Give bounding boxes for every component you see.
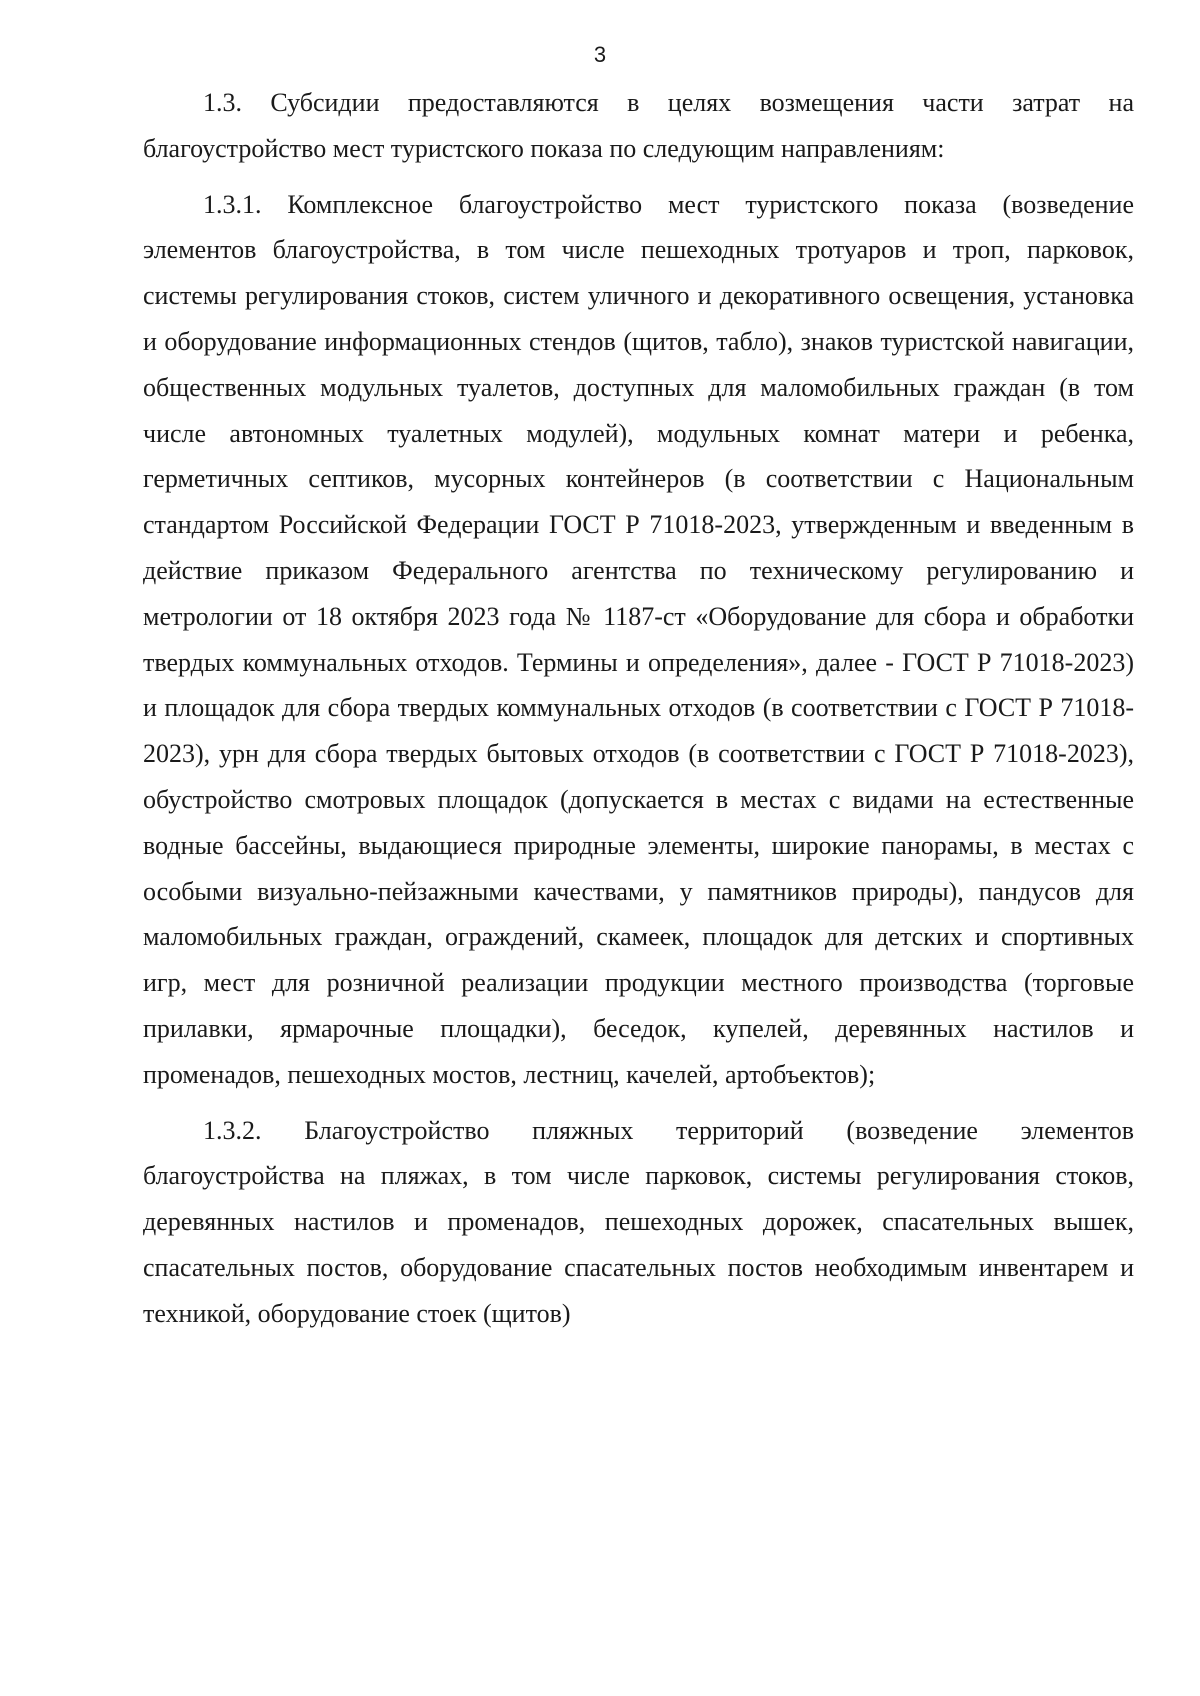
paragraph-1-3: 1.3. Субсидии предоставляются в целях возмещения части затрат на благоустройство мест туристского показа по следующим направлениям: (143, 88, 1134, 163)
document-body (143, 80, 1134, 1337)
paragraph-1-3-2: 1.3.2. Благоустройство пляжных территорий (возведение элементов благоустройства на пляжах, в том числе парковок, системы регулирования стоков, деревянных настилов и променадов, пешеходных дорожек, спасательных вышек, спасательных постов, оборудование спасательных постов необходимым инвентарем и техникой, оборудование стоек (щитов) (143, 1115, 1134, 1328)
paragraph-1-3-1: 1.3.1. Комплексное благоустройство мест туристского показа (возведение элементов благоустройства, в том числе пешеходных тротуаров и троп, парковок, системы регулирования стоков, систем уличного и декоративного освещения, установка и оборудование информационных стендов (щитов, табло), знаков туристской навигации, общественных модульных туалетов, доступных для маломобильных граждан (в том числе автономных туалетных модулей), модульных комнат матери и ребенка, герметичных септиков, мусорных контейнеров (в соответствии с Национальным стандартом Российской Федерации ГОСТ Р 71018-2023, утвержденным и введенным в действие приказом Федерального агентства по техническому регулированию и метрологии от 18 октября 2023 года № 1187-ст «Оборудование для сбора и обработки твердых коммунальных отходов. Термины и определения», далее - ГОСТ Р 71018-2023) и площадок для сбора твердых коммунальных отходов (в соответствии с ГОСТ Р 71018-2023), урн для сбора твердых бытовых отходов (в соответствии с ГОСТ Р 71018-2023), обустройство смотровых площадок (допускается в местах с видами на естественные водные бассейны, выдающиеся природные элементы, широкие панорамы, в местах с особыми визуально-пейзажными качествами, у памятников природы), пандусов для маломобильных граждан, ограждений, скамеек, площадок для детских и спортивных игр, мест для розничной реализации продукции местного производства (торговые прилавки, ярмарочные площадки), беседок, купелей, деревянных настилов и променадов, пешеходных мостов, лестниц, качелей, артобъектов); (143, 189, 1134, 1089)
page-number: 3 (593, 42, 607, 67)
